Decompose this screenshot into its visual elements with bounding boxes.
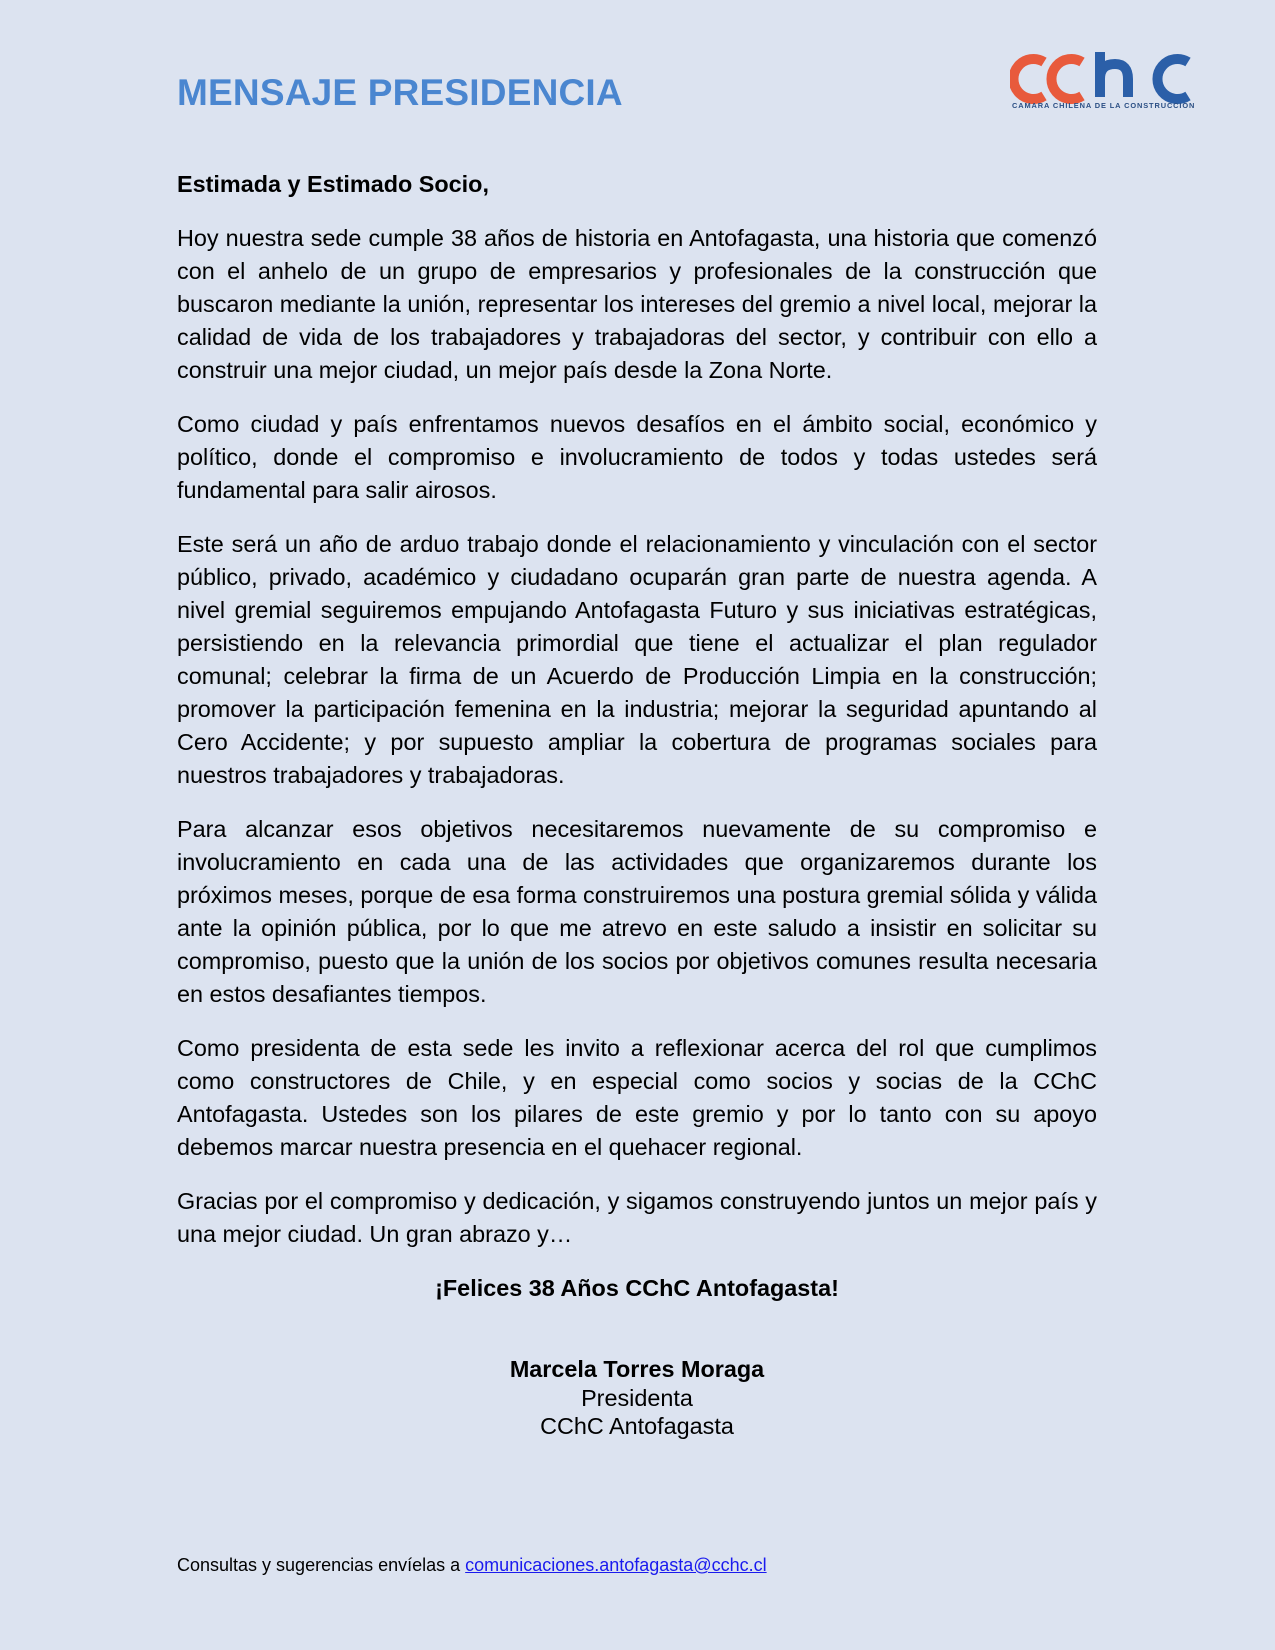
footer-text: Consultas y sugerencias envíelas a: [177, 1555, 466, 1575]
logo-c-2: [1051, 59, 1082, 99]
page-title: MENSAJE PRESIDENCIA: [177, 72, 623, 113]
logo-c-1: [1013, 59, 1044, 99]
letter-paragraph: Este será un año de arduo trabajo donde el relacionamiento y vinculación con el sector público, privado, académico y ciudadano ocuparán gran parte de nuestra agenda. A nivel gremial seguiremos empujando Antofagasta Futuro y sus iniciativas estratégicas, persistiendo en la relevancia primordial que tiene el actualizar el plan regulador comunal; celebrar la firma de un Acuerdo de Producción Limpia en la construcción; promover la participación femenina en la industria; mejorar la seguridad apuntando al Cero Accidente; y por supuesto ampliar la cobertura de programas sociales para nuestros trabajadores y trabajadoras.: [177, 531, 1097, 788]
logo-h: [1100, 52, 1128, 97]
logo-c-3: [1157, 59, 1188, 99]
signature-org: CChC Antofagasta: [540, 1413, 734, 1439]
signature-name: Marcela Torres Moraga: [509, 1356, 765, 1382]
signature-role: Presidenta: [581, 1384, 693, 1411]
letter-paragraph: Gracias por el compromiso y dedicación, y sigamos construyendo juntos un mejor país y una mejor ciudad. Un gran abrazo y…: [177, 1188, 1097, 1247]
letter-paragraph: Para alcanzar esos objetivos necesitaremos nuevamente de su compromiso e involucramiento en cada una de las actividades que organizaremos durante los próximos meses, porque de esa forma construiremos una postura gremial sólida y válida ante la opinión pública, por lo que me atrevo en este saludo a insistir en solicitar su compromiso, puesto que la unión de los socios por objetivos comunes resulta necesaria en estos desafiantes tiempos.: [177, 816, 1097, 1007]
celebration-line: ¡Felices 38 Años CChC Antofagasta!: [435, 1275, 839, 1301]
logo-tagline: CAMARA CHILENA DE LA CONSTRUCCION: [1012, 101, 1196, 110]
letter-paragraph: Hoy nuestra sede cumple 38 años de historia en Antofagasta, una historia que comenzó con el anhelo de un grupo de empresarios y profesionales de la construcción que buscaron mediante la unión, representar los intereses del gremio a nivel local, mejorar la calidad de vida de los trabajadores y trabajadoras del sector, y contribuir con ello a construir una mejor ciudad, un mejor país desde la Zona Norte.: [177, 225, 1097, 383]
contact-email-link[interactable]: comunicaciones.antofagasta@cchc.cl: [465, 1555, 767, 1575]
footer: [177, 1553, 767, 1577]
cchc-logo: [1010, 52, 1200, 112]
letter-paragraph: Como presidenta de esta sede les invito a reflexionar acerca del rol que cumplimos como constructores de Chile, y en especial como socios y socias de la CChC Antofagasta. Ustedes son los pilares de este gremio y por lo tanto con su apoyo debemos marcar nuestra presencia en el quehacer regional.: [177, 1035, 1097, 1160]
signature-block: [177, 1355, 1097, 1441]
letter-greeting: Estimada y Estimado Socio,: [177, 171, 489, 197]
letter-body: [177, 168, 1097, 1441]
letter-paragraph: Como ciudad y país enfrentamos nuevos desafíos en el ámbito social, económico y político, donde el compromiso e involucramiento de todos y todas ustedes será fundamental para salir airosos.: [177, 411, 1097, 503]
